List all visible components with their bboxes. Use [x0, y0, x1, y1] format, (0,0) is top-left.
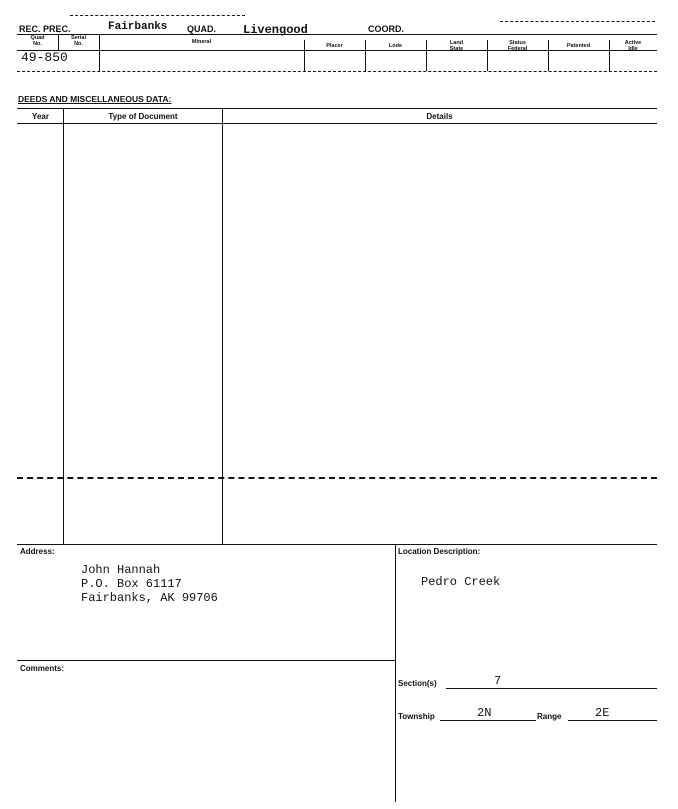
quad-no-label: Quad No.: [30, 35, 45, 47]
patented-label: Patented: [566, 43, 591, 49]
range-underline: [568, 720, 657, 721]
address-line-2: P.O. Box 61117: [81, 577, 182, 591]
mineral-label: Mineral: [191, 39, 212, 45]
section-value: 7: [494, 674, 502, 688]
top-right-dashed-rule: [500, 21, 655, 22]
range-value: 2E: [595, 706, 610, 720]
township-label: Township: [398, 712, 435, 721]
deeds-dashed-fold: [17, 477, 657, 479]
deeds-section-title: DEEDS AND MISCELLANEOUS DATA:: [18, 94, 172, 104]
section-underline: [446, 688, 657, 689]
quad-label: QUAD.: [187, 24, 216, 34]
deeds-rule-header: [17, 123, 657, 124]
address-comments-divider: [17, 660, 395, 661]
header-rule-middle: [17, 50, 657, 51]
status-federal-label: Status Federal: [507, 40, 528, 52]
coord-label: COORD.: [368, 24, 404, 34]
year-header: Year: [32, 112, 49, 121]
quad-value: Livengood: [243, 23, 308, 37]
address-line-3: Fairbanks, AK 99706: [81, 591, 218, 605]
top-dashed-rule: [70, 15, 245, 16]
comments-label: Comments:: [20, 664, 65, 673]
township-value: 2N: [477, 706, 492, 720]
rec-prec-label: REC. PREC.: [19, 24, 71, 34]
location-description-value: Pedro Creek: [421, 575, 501, 589]
lode-label: Lode: [388, 43, 403, 49]
deeds-rule-bottom: [17, 544, 657, 545]
section-label: Section(s): [398, 679, 437, 688]
bottom-column-divider: [395, 544, 396, 802]
details-header: Details: [426, 112, 453, 121]
active-idle-label: Active Idle: [624, 40, 642, 52]
deeds-rule-top: [17, 108, 657, 109]
address-line-1: John Hannah: [81, 563, 161, 577]
location-description-label: Location Description:: [398, 547, 481, 556]
header-rule-bottom-dashed: [17, 71, 657, 72]
township-underline: [440, 720, 536, 721]
rec-prec-value: Fairbanks: [108, 21, 168, 33]
quad-serial-value: 49-850: [21, 50, 68, 65]
placer-label: Placer: [326, 43, 343, 49]
address-label: Address:: [20, 547, 55, 556]
serial-no-label: Serial No.: [71, 35, 86, 47]
type-of-document-header: Type of Document: [108, 112, 178, 121]
land-state-label: Land State: [449, 40, 464, 52]
header-rule-top: [17, 34, 657, 35]
range-label: Range: [537, 712, 562, 721]
